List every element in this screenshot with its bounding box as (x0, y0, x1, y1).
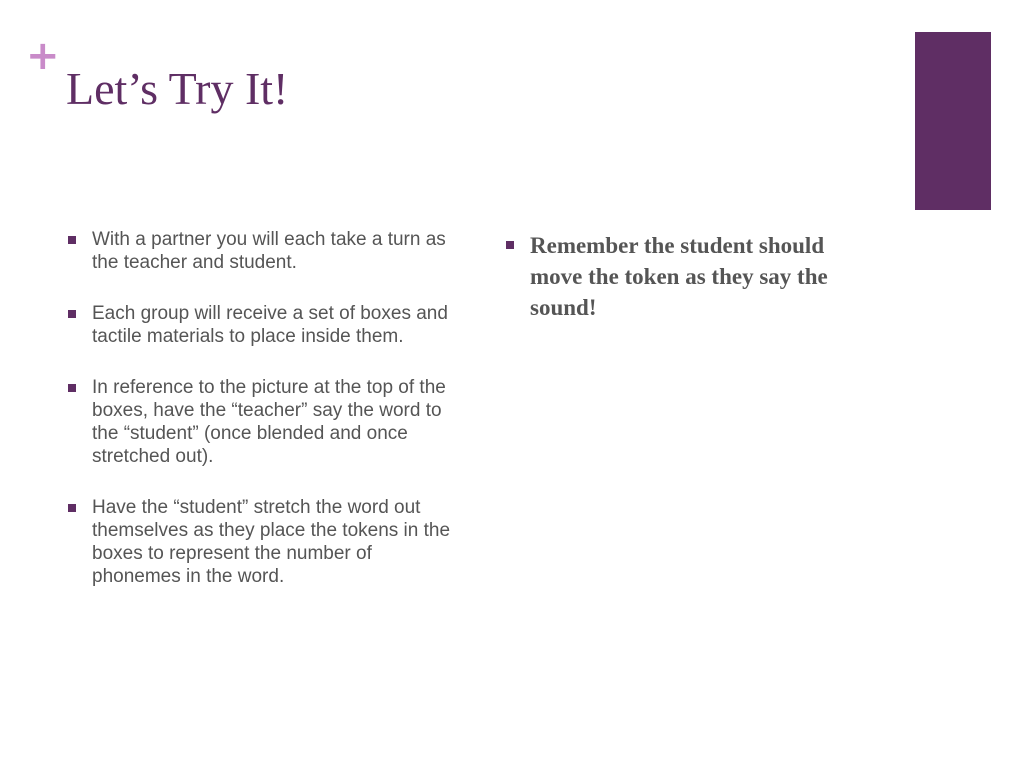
bullet-text: In reference to the picture at the top of the boxes, have the “teacher” say the word to the “student” (once blended and once stretched out). (92, 377, 446, 467)
left-bullet-list (66, 228, 451, 616)
square-bullet-icon (68, 384, 76, 392)
bullet-item-emphasis (504, 230, 864, 323)
accent-bar (915, 32, 991, 210)
square-bullet-icon (68, 504, 76, 512)
plus-icon: + (26, 33, 60, 79)
slide-title: Let’s Try It! (66, 63, 289, 114)
bullet-item (66, 228, 451, 274)
right-bullet-list (504, 230, 864, 323)
bullet-item (66, 302, 451, 348)
square-bullet-icon (68, 310, 76, 318)
bullet-text: Remember the student should move the token as they say the sound! (530, 233, 828, 320)
bullet-text: With a partner you will each take a turn as the teacher and student. (92, 229, 446, 273)
square-bullet-icon (68, 236, 76, 244)
bullet-text: Each group will receive a set of boxes and tactile materials to place inside them. (92, 303, 448, 347)
bullet-item (66, 496, 451, 588)
square-bullet-icon (506, 241, 514, 249)
bullet-text: Have the “student” stretch the word out themselves as they place the tokens in the boxes to represent the number of phonemes in the word. (92, 497, 451, 587)
bullet-item (66, 376, 451, 468)
